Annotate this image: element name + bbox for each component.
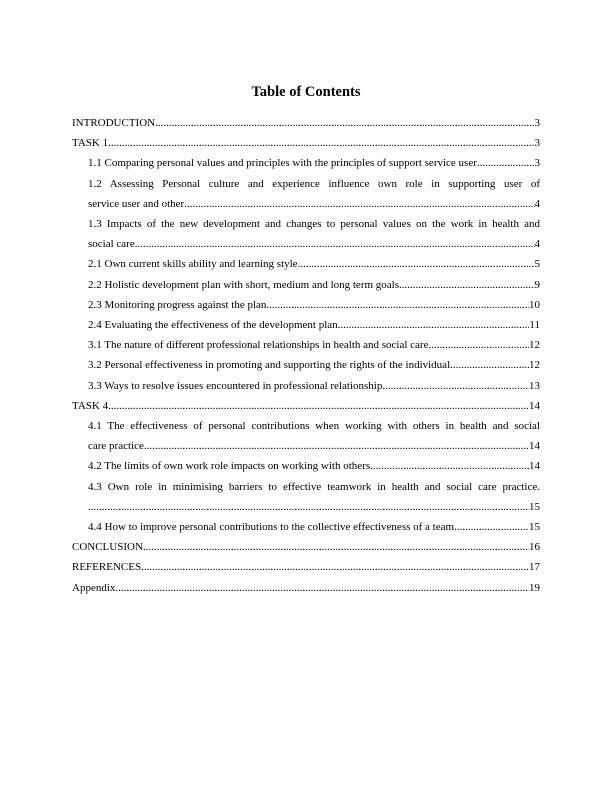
toc-page-number: 3 bbox=[534, 157, 540, 170]
toc-page-number: 3 bbox=[534, 137, 540, 150]
toc-entry[interactable] bbox=[72, 537, 540, 557]
dot-leader bbox=[428, 335, 529, 355]
toc-page-number: 10 bbox=[529, 298, 540, 311]
toc-entry-title: 1.1 Comparing personal values and principles with the principles of support service user bbox=[88, 157, 477, 170]
toc-entry-title: service user and other bbox=[88, 197, 185, 210]
toc-entry-title: 4.4 How to improve personal contributions to the collective effectiveness of a team bbox=[88, 521, 455, 534]
toc-entry[interactable] bbox=[72, 254, 540, 274]
toc-entry-title-line: 4.1 The effectiveness of personal contributions when working with others in health and social bbox=[88, 420, 540, 433]
toc-page-number: 16 bbox=[529, 541, 540, 554]
toc-page-number: 4 bbox=[534, 197, 540, 210]
toc-entry[interactable] bbox=[72, 517, 540, 537]
toc-entry[interactable] bbox=[72, 133, 540, 153]
toc-entry[interactable] bbox=[72, 396, 540, 416]
dot-leader bbox=[266, 295, 529, 315]
dot-leader bbox=[399, 275, 534, 295]
dot-leader bbox=[155, 113, 534, 133]
toc-entry-title: 2.2 Holistic development plan with short, medium and long term goals bbox=[88, 278, 400, 291]
toc-page-number: 14 bbox=[529, 399, 540, 412]
toc-entry-title: CONCLUSION bbox=[72, 541, 143, 554]
toc-entry[interactable] bbox=[72, 416, 540, 456]
toc-page-number: 3 bbox=[534, 117, 540, 129]
toc-entry-title: care practice bbox=[88, 440, 144, 453]
toc-page-number: 15 bbox=[529, 500, 540, 513]
toc-entry[interactable] bbox=[72, 295, 540, 315]
dot-leader bbox=[450, 355, 529, 375]
toc-page-number: 12 bbox=[529, 359, 540, 372]
toc-entry-title: TASK 1 bbox=[72, 137, 109, 150]
toc-entry[interactable] bbox=[72, 335, 540, 355]
toc-entry-title: TASK 4 bbox=[72, 399, 109, 412]
toc-page-number: 12 bbox=[529, 339, 540, 352]
dot-leader bbox=[135, 234, 535, 254]
toc-page-number: 15 bbox=[529, 521, 540, 534]
toc-entry-title: 3.3 Ways to resolve issues encountered in professional relationship bbox=[88, 379, 383, 392]
toc-page-number: 17 bbox=[529, 561, 540, 574]
dot-leader bbox=[298, 254, 535, 274]
toc-entry[interactable] bbox=[72, 275, 540, 295]
toc-entry-title: 2.1 Own current skills ability and learning style bbox=[88, 258, 298, 271]
dot-leader bbox=[88, 497, 529, 517]
toc-entry-title: Appendix bbox=[72, 581, 116, 594]
toc-entry[interactable] bbox=[72, 113, 540, 133]
dot-leader bbox=[144, 436, 529, 456]
dot-leader bbox=[184, 194, 534, 214]
table-of-contents bbox=[72, 113, 540, 598]
toc-page-number: 14 bbox=[529, 460, 540, 473]
dot-leader bbox=[477, 153, 535, 173]
toc-entry[interactable] bbox=[72, 578, 540, 598]
dot-leader bbox=[338, 315, 530, 335]
toc-page-number: 11 bbox=[529, 319, 540, 332]
dot-leader bbox=[370, 456, 529, 476]
toc-entry-title: INTRODUCTION bbox=[72, 117, 156, 129]
toc-entry[interactable] bbox=[72, 456, 540, 476]
toc-entry-title: REFERENCES bbox=[72, 561, 142, 574]
toc-entry[interactable] bbox=[72, 214, 540, 254]
toc-entry[interactable] bbox=[72, 477, 540, 517]
toc-entry-title: social care bbox=[88, 238, 135, 251]
toc-entry[interactable] bbox=[72, 174, 540, 214]
toc-page-number: 14 bbox=[529, 440, 540, 453]
toc-entry[interactable] bbox=[72, 153, 540, 173]
toc-entry-title-line: 4.3 Own role in minimising barriers to effective teamwork in health and social care practice. bbox=[88, 480, 540, 493]
dot-leader bbox=[382, 376, 529, 396]
toc-entry-title-line: 1.3 Impacts of the new development and changes to personal values on the work in health and bbox=[88, 218, 540, 231]
toc-entry[interactable] bbox=[72, 355, 540, 375]
dot-leader bbox=[143, 537, 529, 557]
toc-page-number: 19 bbox=[529, 581, 540, 594]
toc-entry[interactable] bbox=[72, 376, 540, 396]
toc-entry-title: 2.4 Evaluating the effectiveness of the development plan bbox=[88, 319, 338, 332]
dot-leader bbox=[108, 133, 534, 153]
dot-leader bbox=[115, 578, 529, 598]
toc-entry[interactable] bbox=[72, 557, 540, 577]
dot-leader bbox=[108, 396, 529, 416]
toc-entry-title: 4.2 The limits of own work role impacts on working with others bbox=[88, 460, 371, 473]
toc-entry-title: 3.1 The nature of different professional relationships in health and social care bbox=[88, 339, 429, 352]
toc-entry-title-line: 1.2 Assessing Personal culture and experience influence own role in supporting user of bbox=[88, 177, 540, 190]
toc-page-number: 9 bbox=[534, 278, 540, 291]
toc-entry[interactable] bbox=[72, 315, 540, 335]
dot-leader bbox=[454, 517, 529, 537]
toc-page-number: 13 bbox=[529, 379, 540, 392]
toc-page-number: 5 bbox=[534, 258, 540, 271]
toc-title: Table of Contents bbox=[251, 84, 361, 100]
toc-entry-title: 3.2 Personal effectiveness in promoting and supporting the rights of the individual bbox=[88, 359, 451, 372]
toc-page-number: 4 bbox=[534, 238, 540, 251]
dot-leader bbox=[141, 557, 529, 577]
toc-entry-title: 2.3 Monitoring progress against the plan bbox=[88, 298, 267, 311]
